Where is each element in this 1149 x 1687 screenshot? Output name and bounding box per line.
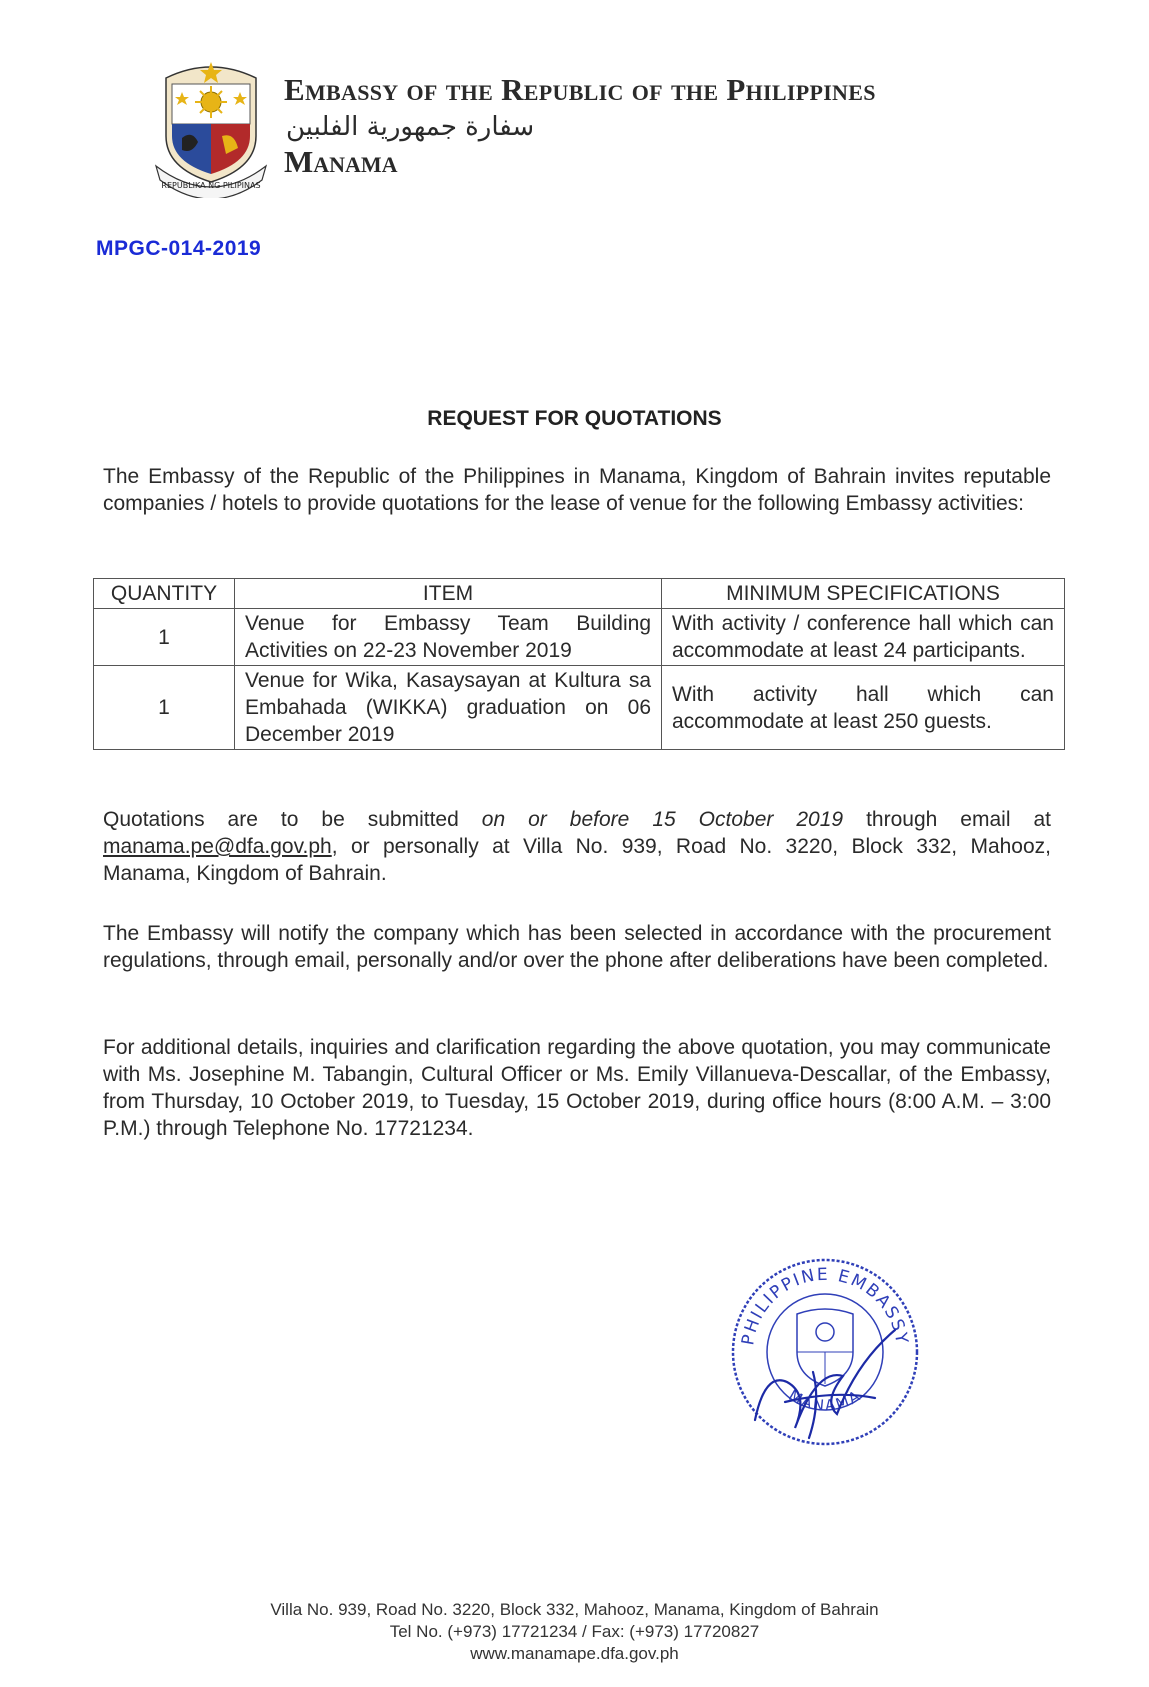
email-link[interactable]: manama.pe@dfa.gov.ph	[103, 835, 332, 858]
letterhead	[152, 58, 1032, 198]
embassy-city: Manama	[284, 144, 398, 179]
submission-deadline: on or before 15 October 2019	[481, 808, 844, 831]
footer	[0, 1599, 1149, 1665]
document-title: REQUEST FOR QUOTATIONS	[427, 407, 722, 430]
cell-specification: With activity hall which can accommodate at least 250 guests.	[662, 666, 1065, 750]
header-specifications: MINIMUM SPECIFICATIONS	[662, 579, 1065, 609]
stamp-top-text: PHILIPPINE EMBASSY	[738, 1264, 912, 1347]
footer-website[interactable]: www.manamape.dfa.gov.ph	[470, 1644, 679, 1663]
submission-text-end: , or personally at Villa No. 939, Road No. 3220, Block 332, Mahooz, Manama, Kingdom of Bahrain.	[103, 835, 1051, 885]
submission-text-start: Quotations are to be submitted	[103, 808, 482, 831]
contact-paragraph: For additional details, inquiries and clarification regarding the above quotation, you may communicate with Ms. Josephine M. Tabangin, Cultural Officer or Ms. Emily Villanueva-Descallar, of the Embassy, from Thursday, 10 October 2019, to Tuesday, 15 October 2019, during office hours (8:00 A.M. – 3:00 P.M.) through Telephone No. 17721234.	[103, 1036, 1051, 1140]
philippine-seal-logo	[152, 58, 270, 198]
cell-item: Venue for Embassy Team Building Activities on 22-23 November 2019	[235, 609, 662, 666]
header-item: ITEM	[235, 579, 662, 609]
cell-quantity: 1	[94, 609, 235, 666]
items-table	[93, 578, 1065, 750]
svg-text:REPUBLIKA NG PILIPINAS: REPUBLIKA NG PILIPINAS	[161, 181, 261, 190]
footer-address: Villa No. 939, Road No. 3220, Block 332, Mahooz, Manama, Kingdom of Bahrain	[270, 1600, 879, 1619]
footer-phone: Tel No. (+973) 17721234 / Fax: (+973) 17720827	[389, 1622, 760, 1641]
submission-paragraph	[103, 806, 1051, 887]
cell-quantity: 1	[94, 666, 235, 750]
table-row	[94, 666, 1065, 750]
table-row	[94, 609, 1065, 666]
svg-text:PHILIPPINE EMBASSY	[738, 1265, 912, 1347]
cell-specification: With activity / conference hall which can accommodate at least 24 participants.	[662, 609, 1065, 666]
notification-paragraph: The Embassy will notify the company which has been selected in accordance with the procurement regulations, through email, personally and/or over the phone after deliberations have been completed.	[103, 922, 1051, 972]
reference-number: MPGC-014-2019	[96, 237, 262, 260]
embassy-name: Embassy of the Republic of the Philippines	[284, 72, 876, 107]
header-quantity: QUANTITY	[94, 579, 235, 609]
table-header-row	[94, 579, 1065, 609]
submission-text-mid: through email at	[843, 808, 1051, 831]
stamp-bottom-text: MANAMA	[785, 1386, 865, 1415]
cell-item: Venue for Wika, Kasaysayan at Kultura sa Embahada (WIKKA) graduation on 06 December 2019	[235, 666, 662, 750]
intro-paragraph: The Embassy of the Republic of the Philippines in Manama, Kingdom of Bahrain invites reputable companies / hotels to provide quotations for the lease of venue for the following Embassy activities:	[103, 465, 1051, 515]
embassy-name-arabic: سفارة جمهورية الفلبين	[286, 112, 535, 142]
embassy-stamp	[725, 1252, 925, 1452]
